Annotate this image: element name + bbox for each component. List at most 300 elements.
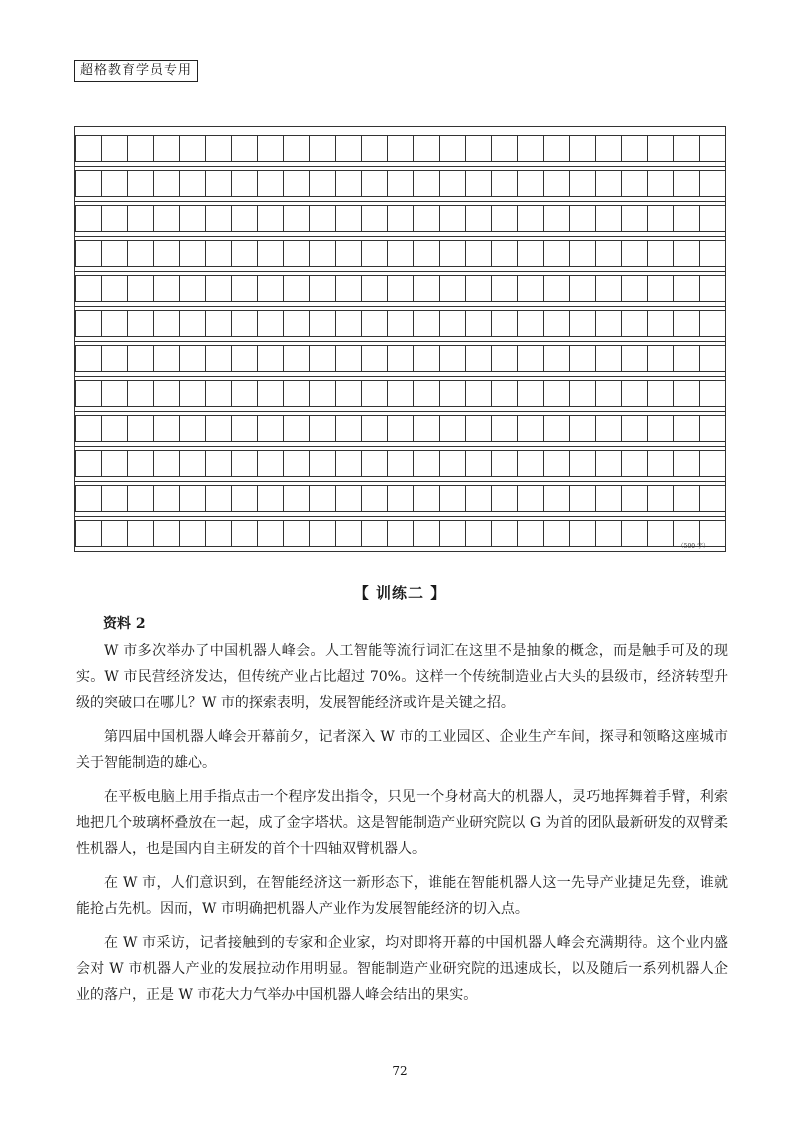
grid-cell[interactable] [361, 135, 388, 162]
grid-cell[interactable] [335, 310, 362, 337]
grid-cell[interactable] [543, 170, 570, 197]
grid-cell[interactable] [595, 520, 622, 547]
grid-cell[interactable] [127, 485, 154, 512]
grid-cell[interactable] [439, 240, 466, 267]
grid-cell[interactable] [491, 170, 518, 197]
grid-cell[interactable] [335, 135, 362, 162]
grid-cell[interactable] [569, 345, 596, 372]
grid-cell[interactable] [309, 450, 336, 477]
grid-cell[interactable] [595, 135, 622, 162]
grid-cell[interactable] [205, 170, 232, 197]
grid-cell[interactable] [699, 520, 726, 547]
grid-cell[interactable] [205, 310, 232, 337]
grid-cell[interactable] [517, 520, 544, 547]
grid-cell[interactable] [309, 485, 336, 512]
grid-cell[interactable] [439, 450, 466, 477]
grid-cell[interactable] [283, 485, 310, 512]
grid-cell[interactable] [491, 380, 518, 407]
grid-cell[interactable] [127, 520, 154, 547]
grid-cell[interactable] [231, 275, 258, 302]
grid-cell[interactable] [257, 310, 284, 337]
grid-cell[interactable] [309, 520, 336, 547]
grid-cell[interactable] [127, 135, 154, 162]
grid-cell[interactable] [439, 170, 466, 197]
grid-cell[interactable] [673, 205, 700, 232]
grid-cell[interactable] [127, 240, 154, 267]
grid-cell[interactable] [569, 310, 596, 337]
grid-cell[interactable] [335, 450, 362, 477]
grid-cell[interactable] [673, 170, 700, 197]
grid-cell[interactable] [179, 485, 206, 512]
grid-cell[interactable] [205, 520, 232, 547]
grid-cell[interactable] [335, 345, 362, 372]
grid-cell[interactable] [569, 170, 596, 197]
grid-cell[interactable] [153, 450, 180, 477]
grid-cell[interactable] [673, 135, 700, 162]
grid-cell[interactable] [75, 310, 102, 337]
grid-cell[interactable] [621, 415, 648, 442]
grid-cell[interactable] [621, 205, 648, 232]
grid-cell[interactable] [75, 345, 102, 372]
grid-cell[interactable] [361, 380, 388, 407]
grid-cell[interactable] [361, 345, 388, 372]
grid-cell[interactable] [101, 240, 128, 267]
grid-cell[interactable] [413, 205, 440, 232]
grid-cell[interactable] [413, 520, 440, 547]
grid-cell[interactable] [595, 380, 622, 407]
grid-cell[interactable] [569, 485, 596, 512]
grid-cell[interactable] [101, 380, 128, 407]
grid-cell[interactable] [517, 170, 544, 197]
grid-cell[interactable] [231, 170, 258, 197]
grid-cell[interactable] [153, 135, 180, 162]
grid-cell[interactable] [309, 240, 336, 267]
grid-cell[interactable] [361, 450, 388, 477]
grid-cell[interactable] [595, 170, 622, 197]
grid-cell[interactable] [439, 310, 466, 337]
grid-cell[interactable] [647, 415, 674, 442]
grid-cell[interactable] [621, 450, 648, 477]
grid-cell[interactable] [413, 275, 440, 302]
grid-cell[interactable] [699, 170, 726, 197]
grid-cell[interactable] [257, 450, 284, 477]
grid-cell[interactable] [621, 345, 648, 372]
grid-cell[interactable] [465, 135, 492, 162]
grid-cell[interactable] [75, 170, 102, 197]
grid-cell[interactable] [179, 380, 206, 407]
grid-cell[interactable] [647, 240, 674, 267]
grid-cell[interactable] [179, 450, 206, 477]
grid-cell[interactable] [491, 345, 518, 372]
grid-cell[interactable] [361, 170, 388, 197]
grid-cell[interactable] [647, 135, 674, 162]
grid-cell[interactable] [231, 240, 258, 267]
grid-cell[interactable] [647, 450, 674, 477]
grid-cell[interactable] [309, 205, 336, 232]
grid-cell[interactable] [647, 380, 674, 407]
grid-cell[interactable] [569, 275, 596, 302]
grid-cell[interactable] [127, 275, 154, 302]
grid-cell[interactable] [465, 170, 492, 197]
grid-cell[interactable] [517, 415, 544, 442]
grid-cell[interactable] [309, 345, 336, 372]
grid-cell[interactable] [647, 170, 674, 197]
grid-cell[interactable] [101, 520, 128, 547]
grid-cell[interactable] [595, 205, 622, 232]
grid-cell[interactable] [205, 345, 232, 372]
grid-cell[interactable] [75, 415, 102, 442]
grid-cell[interactable] [465, 520, 492, 547]
grid-cell[interactable] [413, 170, 440, 197]
grid-cell[interactable] [673, 310, 700, 337]
grid-cell[interactable] [127, 415, 154, 442]
grid-cell[interactable] [699, 310, 726, 337]
grid-cell[interactable] [673, 520, 700, 547]
grid-cell[interactable] [543, 450, 570, 477]
grid-cell[interactable] [439, 485, 466, 512]
grid-cell[interactable] [569, 205, 596, 232]
grid-cell[interactable] [231, 415, 258, 442]
grid-cell[interactable] [465, 275, 492, 302]
grid-cell[interactable] [569, 415, 596, 442]
grid-cell[interactable] [335, 415, 362, 442]
grid-cell[interactable] [127, 380, 154, 407]
grid-cell[interactable] [179, 170, 206, 197]
grid-cell[interactable] [387, 135, 414, 162]
grid-cell[interactable] [621, 240, 648, 267]
grid-cell[interactable] [517, 485, 544, 512]
grid-cell[interactable] [621, 135, 648, 162]
grid-cell[interactable] [491, 415, 518, 442]
grid-cell[interactable] [75, 135, 102, 162]
grid-cell[interactable] [413, 345, 440, 372]
grid-cell[interactable] [257, 345, 284, 372]
grid-cell[interactable] [413, 310, 440, 337]
grid-cell[interactable] [335, 170, 362, 197]
grid-cell[interactable] [231, 135, 258, 162]
grid-cell[interactable] [335, 240, 362, 267]
grid-cell[interactable] [673, 415, 700, 442]
grid-cell[interactable] [257, 205, 284, 232]
grid-cell[interactable] [283, 520, 310, 547]
grid-cell[interactable] [517, 380, 544, 407]
grid-cell[interactable] [439, 520, 466, 547]
grid-cell[interactable] [491, 485, 518, 512]
grid-cell[interactable] [361, 205, 388, 232]
grid-cell[interactable] [387, 415, 414, 442]
grid-cell[interactable] [335, 520, 362, 547]
grid-cell[interactable] [231, 520, 258, 547]
grid-cell[interactable] [205, 450, 232, 477]
grid-cell[interactable] [387, 485, 414, 512]
grid-cell[interactable] [491, 240, 518, 267]
grid-cell[interactable] [543, 345, 570, 372]
grid-cell[interactable] [153, 415, 180, 442]
grid-cell[interactable] [569, 450, 596, 477]
grid-cell[interactable] [309, 135, 336, 162]
grid-cell[interactable] [387, 380, 414, 407]
grid-cell[interactable] [205, 205, 232, 232]
grid-cell[interactable] [127, 205, 154, 232]
grid-cell[interactable] [699, 380, 726, 407]
grid-cell[interactable] [413, 450, 440, 477]
grid-cell[interactable] [179, 135, 206, 162]
grid-cell[interactable] [647, 485, 674, 512]
grid-cell[interactable] [621, 520, 648, 547]
grid-cell[interactable] [439, 135, 466, 162]
grid-cell[interactable] [335, 485, 362, 512]
grid-cell[interactable] [257, 170, 284, 197]
grid-cell[interactable] [465, 310, 492, 337]
grid-cell[interactable] [179, 310, 206, 337]
grid-cell[interactable] [309, 275, 336, 302]
grid-cell[interactable] [231, 450, 258, 477]
grid-cell[interactable] [569, 135, 596, 162]
grid-cell[interactable] [465, 380, 492, 407]
grid-cell[interactable] [283, 205, 310, 232]
grid-cell[interactable] [465, 205, 492, 232]
grid-cell[interactable] [283, 275, 310, 302]
grid-cell[interactable] [413, 380, 440, 407]
grid-cell[interactable] [387, 205, 414, 232]
grid-cell[interactable] [127, 170, 154, 197]
grid-cell[interactable] [153, 310, 180, 337]
grid-cell[interactable] [517, 345, 544, 372]
grid-cell[interactable] [309, 310, 336, 337]
grid-cell[interactable] [465, 240, 492, 267]
grid-cell[interactable] [673, 380, 700, 407]
grid-cell[interactable] [621, 485, 648, 512]
grid-cell[interactable] [335, 205, 362, 232]
grid-cell[interactable] [491, 135, 518, 162]
grid-cell[interactable] [621, 380, 648, 407]
grid-cell[interactable] [621, 275, 648, 302]
grid-cell[interactable] [153, 205, 180, 232]
grid-cell[interactable] [595, 485, 622, 512]
grid-cell[interactable] [231, 485, 258, 512]
grid-cell[interactable] [231, 345, 258, 372]
grid-cell[interactable] [699, 450, 726, 477]
grid-cell[interactable] [387, 310, 414, 337]
grid-cell[interactable] [517, 135, 544, 162]
grid-cell[interactable] [543, 380, 570, 407]
grid-cell[interactable] [647, 205, 674, 232]
grid-cell[interactable] [491, 450, 518, 477]
grid-cell[interactable] [75, 485, 102, 512]
grid-cell[interactable] [569, 520, 596, 547]
grid-cell[interactable] [101, 275, 128, 302]
grid-cell[interactable] [699, 240, 726, 267]
grid-cell[interactable] [283, 415, 310, 442]
grid-cell[interactable] [179, 520, 206, 547]
grid-cell[interactable] [309, 170, 336, 197]
grid-cell[interactable] [153, 485, 180, 512]
grid-cell[interactable] [335, 380, 362, 407]
grid-cell[interactable] [543, 310, 570, 337]
grid-cell[interactable] [517, 240, 544, 267]
grid-cell[interactable] [465, 345, 492, 372]
grid-cell[interactable] [673, 345, 700, 372]
grid-cell[interactable] [257, 520, 284, 547]
grid-cell[interactable] [439, 380, 466, 407]
grid-cell[interactable] [413, 415, 440, 442]
grid-cell[interactable] [699, 135, 726, 162]
grid-cell[interactable] [283, 345, 310, 372]
grid-cell[interactable] [543, 485, 570, 512]
grid-cell[interactable] [101, 135, 128, 162]
grid-cell[interactable] [413, 240, 440, 267]
grid-cell[interactable] [75, 275, 102, 302]
grid-cell[interactable] [569, 380, 596, 407]
grid-cell[interactable] [75, 205, 102, 232]
grid-cell[interactable] [75, 380, 102, 407]
grid-cell[interactable] [387, 520, 414, 547]
grid-cell[interactable] [153, 345, 180, 372]
grid-cell[interactable] [439, 275, 466, 302]
grid-cell[interactable] [101, 415, 128, 442]
grid-cell[interactable] [257, 415, 284, 442]
grid-cell[interactable] [75, 450, 102, 477]
grid-cell[interactable] [205, 415, 232, 442]
grid-cell[interactable] [205, 275, 232, 302]
grid-cell[interactable] [283, 135, 310, 162]
grid-cell[interactable] [153, 520, 180, 547]
grid-cell[interactable] [179, 275, 206, 302]
grid-cell[interactable] [543, 415, 570, 442]
grid-cell[interactable] [179, 415, 206, 442]
grid-cell[interactable] [257, 240, 284, 267]
grid-cell[interactable] [673, 240, 700, 267]
grid-cell[interactable] [257, 275, 284, 302]
grid-cell[interactable] [647, 310, 674, 337]
grid-cell[interactable] [491, 205, 518, 232]
grid-cell[interactable] [699, 275, 726, 302]
grid-cell[interactable] [101, 485, 128, 512]
grid-cell[interactable] [257, 380, 284, 407]
grid-cell[interactable] [101, 205, 128, 232]
grid-cell[interactable] [647, 520, 674, 547]
grid-cell[interactable] [283, 380, 310, 407]
grid-cell[interactable] [127, 450, 154, 477]
grid-cell[interactable] [387, 240, 414, 267]
grid-cell[interactable] [283, 310, 310, 337]
grid-cell[interactable] [205, 135, 232, 162]
grid-cell[interactable] [465, 485, 492, 512]
grid-cell[interactable] [517, 450, 544, 477]
grid-cell[interactable] [517, 275, 544, 302]
grid-cell[interactable] [361, 310, 388, 337]
grid-cell[interactable] [231, 205, 258, 232]
grid-cell[interactable] [517, 310, 544, 337]
grid-cell[interactable] [309, 415, 336, 442]
grid-cell[interactable] [153, 275, 180, 302]
grid-cell[interactable] [543, 520, 570, 547]
grid-cell[interactable] [595, 310, 622, 337]
grid-cell[interactable] [673, 275, 700, 302]
grid-cell[interactable] [335, 275, 362, 302]
grid-cell[interactable] [101, 450, 128, 477]
grid-cell[interactable] [465, 415, 492, 442]
grid-cell[interactable] [127, 310, 154, 337]
grid-cell[interactable] [283, 450, 310, 477]
grid-cell[interactable] [101, 310, 128, 337]
grid-cell[interactable] [699, 345, 726, 372]
grid-cell[interactable] [413, 485, 440, 512]
grid-cell[interactable] [153, 380, 180, 407]
grid-cell[interactable] [439, 345, 466, 372]
grid-cell[interactable] [673, 450, 700, 477]
grid-cell[interactable] [231, 310, 258, 337]
grid-cell[interactable] [361, 485, 388, 512]
grid-cell[interactable] [569, 240, 596, 267]
grid-cell[interactable] [595, 240, 622, 267]
grid-cell[interactable] [75, 240, 102, 267]
grid-cell[interactable] [595, 345, 622, 372]
grid-cell[interactable] [387, 170, 414, 197]
grid-cell[interactable] [647, 275, 674, 302]
grid-cell[interactable] [413, 135, 440, 162]
grid-cell[interactable] [491, 520, 518, 547]
grid-cell[interactable] [309, 380, 336, 407]
grid-cell[interactable] [647, 345, 674, 372]
grid-cell[interactable] [75, 520, 102, 547]
grid-cell[interactable] [387, 275, 414, 302]
grid-cell[interactable] [153, 170, 180, 197]
grid-cell[interactable] [673, 485, 700, 512]
grid-cell[interactable] [543, 205, 570, 232]
grid-cell[interactable] [153, 240, 180, 267]
grid-cell[interactable] [595, 450, 622, 477]
grid-cell[interactable] [179, 345, 206, 372]
grid-cell[interactable] [205, 380, 232, 407]
grid-cell[interactable] [361, 240, 388, 267]
grid-cell[interactable] [491, 310, 518, 337]
grid-cell[interactable] [231, 380, 258, 407]
grid-cell[interactable] [543, 275, 570, 302]
grid-cell[interactable] [101, 170, 128, 197]
grid-cell[interactable] [595, 415, 622, 442]
grid-cell[interactable] [361, 520, 388, 547]
grid-cell[interactable] [257, 485, 284, 512]
grid-cell[interactable] [283, 240, 310, 267]
grid-cell[interactable] [543, 135, 570, 162]
grid-cell[interactable] [439, 205, 466, 232]
grid-cell[interactable] [387, 450, 414, 477]
grid-cell[interactable] [101, 345, 128, 372]
grid-cell[interactable] [127, 345, 154, 372]
grid-cell[interactable] [465, 450, 492, 477]
grid-cell[interactable] [205, 485, 232, 512]
grid-cell[interactable] [361, 415, 388, 442]
grid-cell[interactable] [257, 135, 284, 162]
grid-cell[interactable] [595, 275, 622, 302]
grid-cell[interactable] [205, 240, 232, 267]
grid-cell[interactable] [387, 345, 414, 372]
grid-cell[interactable] [699, 415, 726, 442]
grid-cell[interactable] [699, 205, 726, 232]
grid-cell[interactable] [283, 170, 310, 197]
grid-cell[interactable] [361, 275, 388, 302]
grid-cell[interactable] [699, 485, 726, 512]
grid-cell[interactable] [621, 310, 648, 337]
grid-cell[interactable] [179, 205, 206, 232]
grid-cell[interactable] [179, 240, 206, 267]
grid-cell[interactable] [517, 205, 544, 232]
grid-cell[interactable] [439, 415, 466, 442]
grid-cell[interactable] [621, 170, 648, 197]
grid-cell[interactable] [543, 240, 570, 267]
grid-cell[interactable] [491, 275, 518, 302]
